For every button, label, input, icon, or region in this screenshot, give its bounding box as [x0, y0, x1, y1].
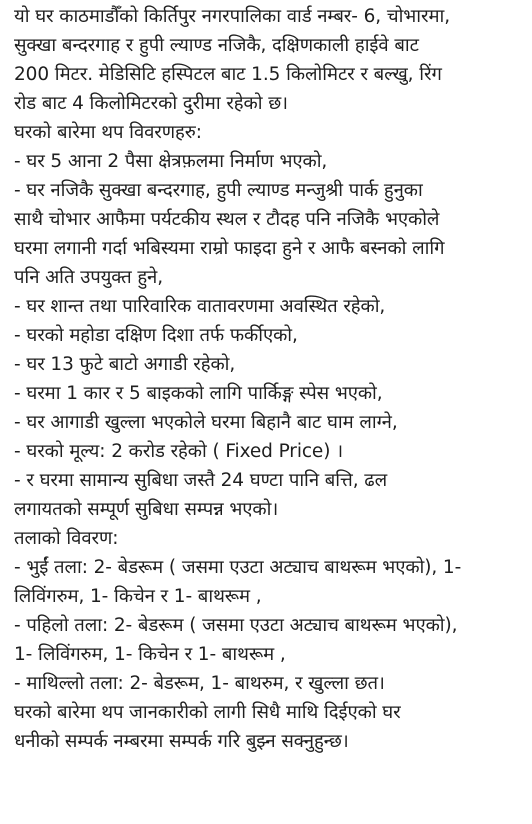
post-line: - भुईं तला: 2- बेडरूम ( जसमा एउटा अट्याच बाथरूम भएको), 1- — [14, 557, 462, 578]
post-line: - र घरमा सामान्य सुबिधा जस्तै 24 घण्टा पानि बत्ति, ढल — [14, 470, 388, 491]
post-line: रोड बाट 4 किलोमिटरको दुरीमा रहेको छ। — [14, 93, 288, 114]
post-line: - पहिलो तला: 2- बेडरूम ( जसमा एउटा अट्याच बाथरूम भएको), — [14, 615, 458, 636]
post-line: लिविंगरुम, 1- किचेन र 1- बाथरूम , — [14, 586, 262, 607]
post-line: - माथिल्लो तला: 2- बेडरूम, 1- बाथरुम, र खुल्ला छत। — [14, 673, 385, 694]
post-line: यो घर काठमाडौँको किर्तिपुर नगरपालिका वार्ड नम्बर- 6, चोभारमा, — [14, 6, 451, 27]
post-line: - घरमा 1 कार र 5 बाइकको लागि पार्किङ्ग स्पेस भएको, — [14, 383, 383, 404]
post-line: धनीको सम्पर्क नम्बरमा सम्पर्क गरि बुझ्न सक्नुहुन्छ। — [14, 731, 349, 752]
post-line: - घर नजिकै सुक्खा बन्दरगाह, हुपी ल्याण्ड मन्जुश्री पार्क हुनुका — [14, 180, 423, 201]
post-line: घरमा लगानी गर्दा भबिस्यमा राम्रो फाइदा हुने र आफै बस्नको लागि — [14, 238, 445, 259]
post-line: घरको बारेमा थप विवरणहरु: — [14, 122, 202, 143]
post-line: पनि अति उपयुक्त हुने, — [14, 267, 163, 288]
post-body — [14, 2, 526, 756]
post-line: घरको बारेमा थप जानकारीको लागी सिधै माथि दिईएको घर — [14, 702, 401, 723]
post-line: - घर 5 आना 2 पैसा क्षेत्रफ़लमा निर्माण भएको, — [14, 151, 328, 172]
post-line: 200 मिटर. मेडिसिटि हस्पिटल बाट 1.5 किलोमिटर र बल्खु, रिंग — [14, 64, 442, 85]
post-line: लगायतको सम्पूर्ण सुबिधा सम्पन्न भएको। — [14, 499, 279, 520]
post-line: - घर आगाडी खुल्ला भएकोले घरमा बिहानै बाट घाम लाग्ने, — [14, 412, 398, 433]
post-line: तलाको विवरण: — [14, 528, 119, 549]
post-line: साथै चोभार आफैमा पर्यटकीय स्थल र टौदह पनि नजिकै भएकोले — [14, 209, 440, 230]
post-line: - घरको महोडा दक्षिण दिशा तर्फ फर्कीएको, — [14, 325, 298, 346]
post-line: 1- लिविंगरुम, 1- किचेन र 1- बाथरूम , — [14, 644, 286, 665]
post-line: सुक्खा बन्दरगाह र हुपी ल्याण्ड नजिकै, दक्षिणकाली हाईवे बाट — [14, 35, 419, 56]
post-line: - घर 13 फुटे बाटो अगाडी रहेको, — [14, 354, 236, 375]
post-line: - घरको मूल्य: 2 करोड रहेको ( Fixed Price) । — [14, 441, 344, 462]
post-line: - घर शान्त तथा पारिवारिक वातावरणमा अवस्थित रहेको, — [14, 296, 386, 317]
